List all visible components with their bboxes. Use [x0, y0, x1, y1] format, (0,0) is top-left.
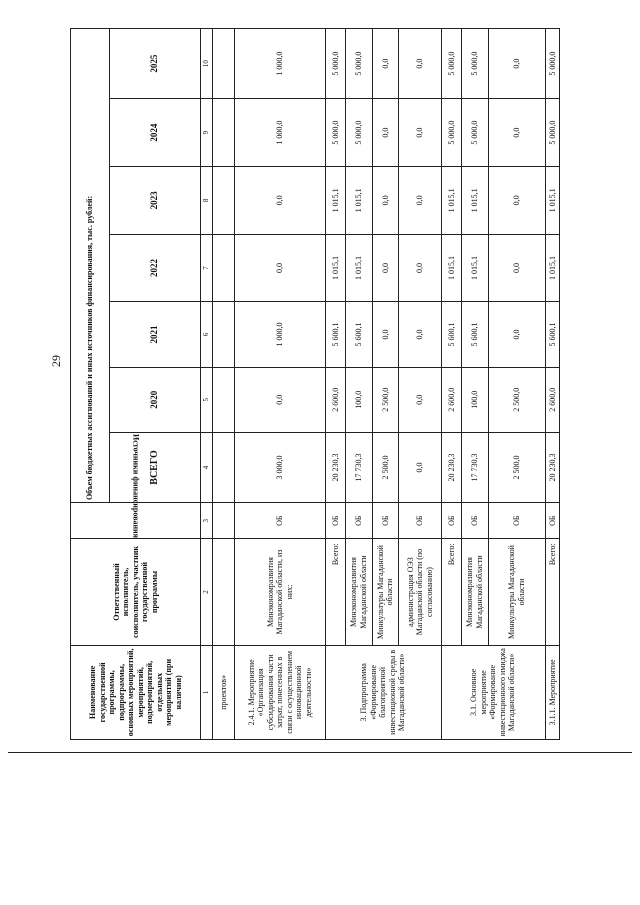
row-value: 1 015,1 [325, 234, 345, 302]
row-value [212, 302, 234, 367]
row-value: 0,0 [399, 99, 442, 167]
row-source: ОБ [488, 503, 545, 539]
row-source: ОБ [462, 503, 488, 539]
column-index: 9 [201, 99, 212, 167]
row-value [212, 432, 234, 502]
table-row [462, 29, 488, 740]
row-value [212, 99, 234, 167]
row-value: 5 600,1 [346, 302, 372, 367]
row-value: 0,0 [399, 302, 442, 367]
row-value: 5 000,0 [325, 29, 345, 99]
column-index: 5 [201, 367, 212, 432]
table-row [545, 29, 559, 740]
row-value: 0,0 [488, 166, 545, 234]
row-executor: Минэкономразвития Магаданской области [462, 539, 488, 645]
row-value: 0,0 [235, 166, 326, 234]
row-name: проектов» [212, 645, 234, 739]
row-value: 0,0 [372, 99, 398, 167]
row-value: 0,0 [488, 234, 545, 302]
row-value: 1 000,0 [235, 99, 326, 167]
row-executor: Минэкономразвития Магаданской области, из них: [235, 539, 326, 645]
row-value [212, 367, 234, 432]
row-value: 5 000,0 [346, 29, 372, 99]
header-year-2022: 2022 [109, 234, 201, 302]
row-value: 1 000,0 [235, 302, 326, 367]
row-value: 20 230,3 [545, 432, 559, 502]
rotated-financing-table-container [70, 28, 560, 740]
row-executor: Всего: [325, 539, 345, 645]
header-year-2020: 2020 [109, 367, 201, 432]
table-row [488, 29, 545, 740]
header-year-2025: 2025 [109, 29, 201, 99]
table-row [325, 29, 345, 740]
row-name: 3.1. Основное мероприятие «Формирование инвестиционного имиджа Магаданской области» [441, 645, 545, 739]
column-index: 7 [201, 234, 212, 302]
row-value: 3 000,0 [235, 432, 326, 502]
row-value: 5 000,0 [462, 29, 488, 99]
row-value: 0,0 [372, 166, 398, 234]
row-value [212, 29, 234, 99]
row-source: ОБ [325, 503, 345, 539]
row-value: 5 600,1 [441, 302, 461, 367]
row-value: 5 000,0 [325, 99, 345, 167]
row-value: 5 600,1 [545, 302, 559, 367]
page-divider-line [8, 752, 632, 753]
row-source: ОБ [545, 503, 559, 539]
row-value: 1 015,1 [545, 234, 559, 302]
row-value: 5 000,0 [346, 99, 372, 167]
row-value: 2 600,0 [325, 367, 345, 432]
row-value: 5 000,0 [441, 99, 461, 167]
table-row [441, 29, 461, 740]
header-source: Источники финансирования [71, 503, 201, 539]
header-year-2023: 2023 [109, 166, 201, 234]
row-value [212, 234, 234, 302]
header-volume: Объем бюджетных ассигнований и иных источников финансирования, тыс. рублей: [71, 29, 110, 503]
column-index: 2 [201, 539, 212, 645]
row-value: 0,0 [372, 234, 398, 302]
row-value: 17 730,3 [346, 432, 372, 502]
row-value: 1 015,1 [325, 166, 345, 234]
row-value: 2 500,0 [488, 432, 545, 502]
financing-table [70, 28, 560, 740]
row-value: 5 000,0 [545, 99, 559, 167]
column-index: 10 [201, 29, 212, 99]
row-value: 20 230,3 [325, 432, 345, 502]
column-index: 3 [201, 503, 212, 539]
row-value: 20 230,3 [441, 432, 461, 502]
row-source: ОБ [346, 503, 372, 539]
row-value: 0,0 [399, 166, 442, 234]
row-value: 1 015,1 [462, 166, 488, 234]
row-value: 5 600,1 [462, 302, 488, 367]
row-value: 2 500,0 [488, 367, 545, 432]
row-executor: администрация ОЭЗ Магаданской области (по согласованию) [399, 539, 442, 645]
header-year-2021: 2021 [109, 302, 201, 367]
header-executor: Ответственный исполнитель, соисполнитель, участник государственной программы [71, 539, 201, 645]
row-source [212, 503, 234, 539]
column-index: 6 [201, 302, 212, 367]
page-number: 29 [49, 355, 63, 367]
row-name: 2.4.1. Мероприятие «Организация субсидирования части затрат, понесенных в связи с осуществлением инновационной деятельности» [235, 645, 326, 739]
row-value: 0,0 [372, 302, 398, 367]
header-total: ВСЕГО [109, 432, 201, 502]
row-value: 0,0 [399, 432, 442, 502]
row-value: 1 015,1 [545, 166, 559, 234]
row-value: 17 730,3 [462, 432, 488, 502]
row-executor: Минкультуры Магаданской области [372, 539, 398, 645]
row-value: 1 015,1 [346, 166, 372, 234]
row-value [212, 166, 234, 234]
row-source: ОБ [399, 503, 442, 539]
row-value: 5 000,0 [441, 29, 461, 99]
row-value: 5 000,0 [545, 29, 559, 99]
row-source: ОБ [235, 503, 326, 539]
row-value: 0,0 [399, 29, 442, 99]
row-value: 0,0 [488, 29, 545, 99]
header-year-2024: 2024 [109, 99, 201, 167]
row-value: 2 500,0 [372, 432, 398, 502]
header-name: Наименование государственной программы, подпрограммы, основных мероприятий, мероприятий, подмероприятий, отдельных мероприятий (при наличии) [71, 645, 201, 739]
row-value: 1 015,1 [462, 234, 488, 302]
row-executor: Всего: [545, 539, 559, 645]
row-value: 0,0 [372, 29, 398, 99]
row-executor [212, 539, 234, 645]
row-value: 2 500,0 [372, 367, 398, 432]
row-value: 100,0 [462, 367, 488, 432]
row-executor: Минкультуры Магаданской области [488, 539, 545, 645]
row-value: 0,0 [488, 302, 545, 367]
row-value: 2 600,0 [441, 367, 461, 432]
column-index: 4 [201, 432, 212, 502]
row-executor: Минэкономразвития Магаданской области [346, 539, 372, 645]
row-value: 5 000,0 [462, 99, 488, 167]
row-value: 0,0 [235, 234, 326, 302]
row-value: 0,0 [235, 367, 326, 432]
row-executor: Всего: [441, 539, 461, 645]
column-index-row [201, 29, 212, 740]
table-row [235, 29, 326, 740]
row-value: 100,0 [346, 367, 372, 432]
row-value: 1 000,0 [235, 29, 326, 99]
row-name: 3.1.1. Мероприятие [545, 645, 559, 739]
row-name: 3. Подпрограмма «Формирование благоприятной инвестиционной среды в Магаданской области» [325, 645, 441, 739]
row-source: ОБ [372, 503, 398, 539]
row-value: 5 600,1 [325, 302, 345, 367]
row-value: 0,0 [399, 234, 442, 302]
row-value: 1 015,1 [346, 234, 372, 302]
row-source: ОБ [441, 503, 461, 539]
table-row [399, 29, 442, 740]
column-index: 1 [201, 645, 212, 739]
row-value: 2 600,0 [545, 367, 559, 432]
table-row [346, 29, 372, 740]
row-value: 1 015,1 [441, 166, 461, 234]
table-row [212, 29, 234, 740]
row-value: 0,0 [488, 99, 545, 167]
row-value: 0,0 [399, 367, 442, 432]
column-index: 8 [201, 166, 212, 234]
row-value: 1 015,1 [441, 234, 461, 302]
table-row [372, 29, 398, 740]
